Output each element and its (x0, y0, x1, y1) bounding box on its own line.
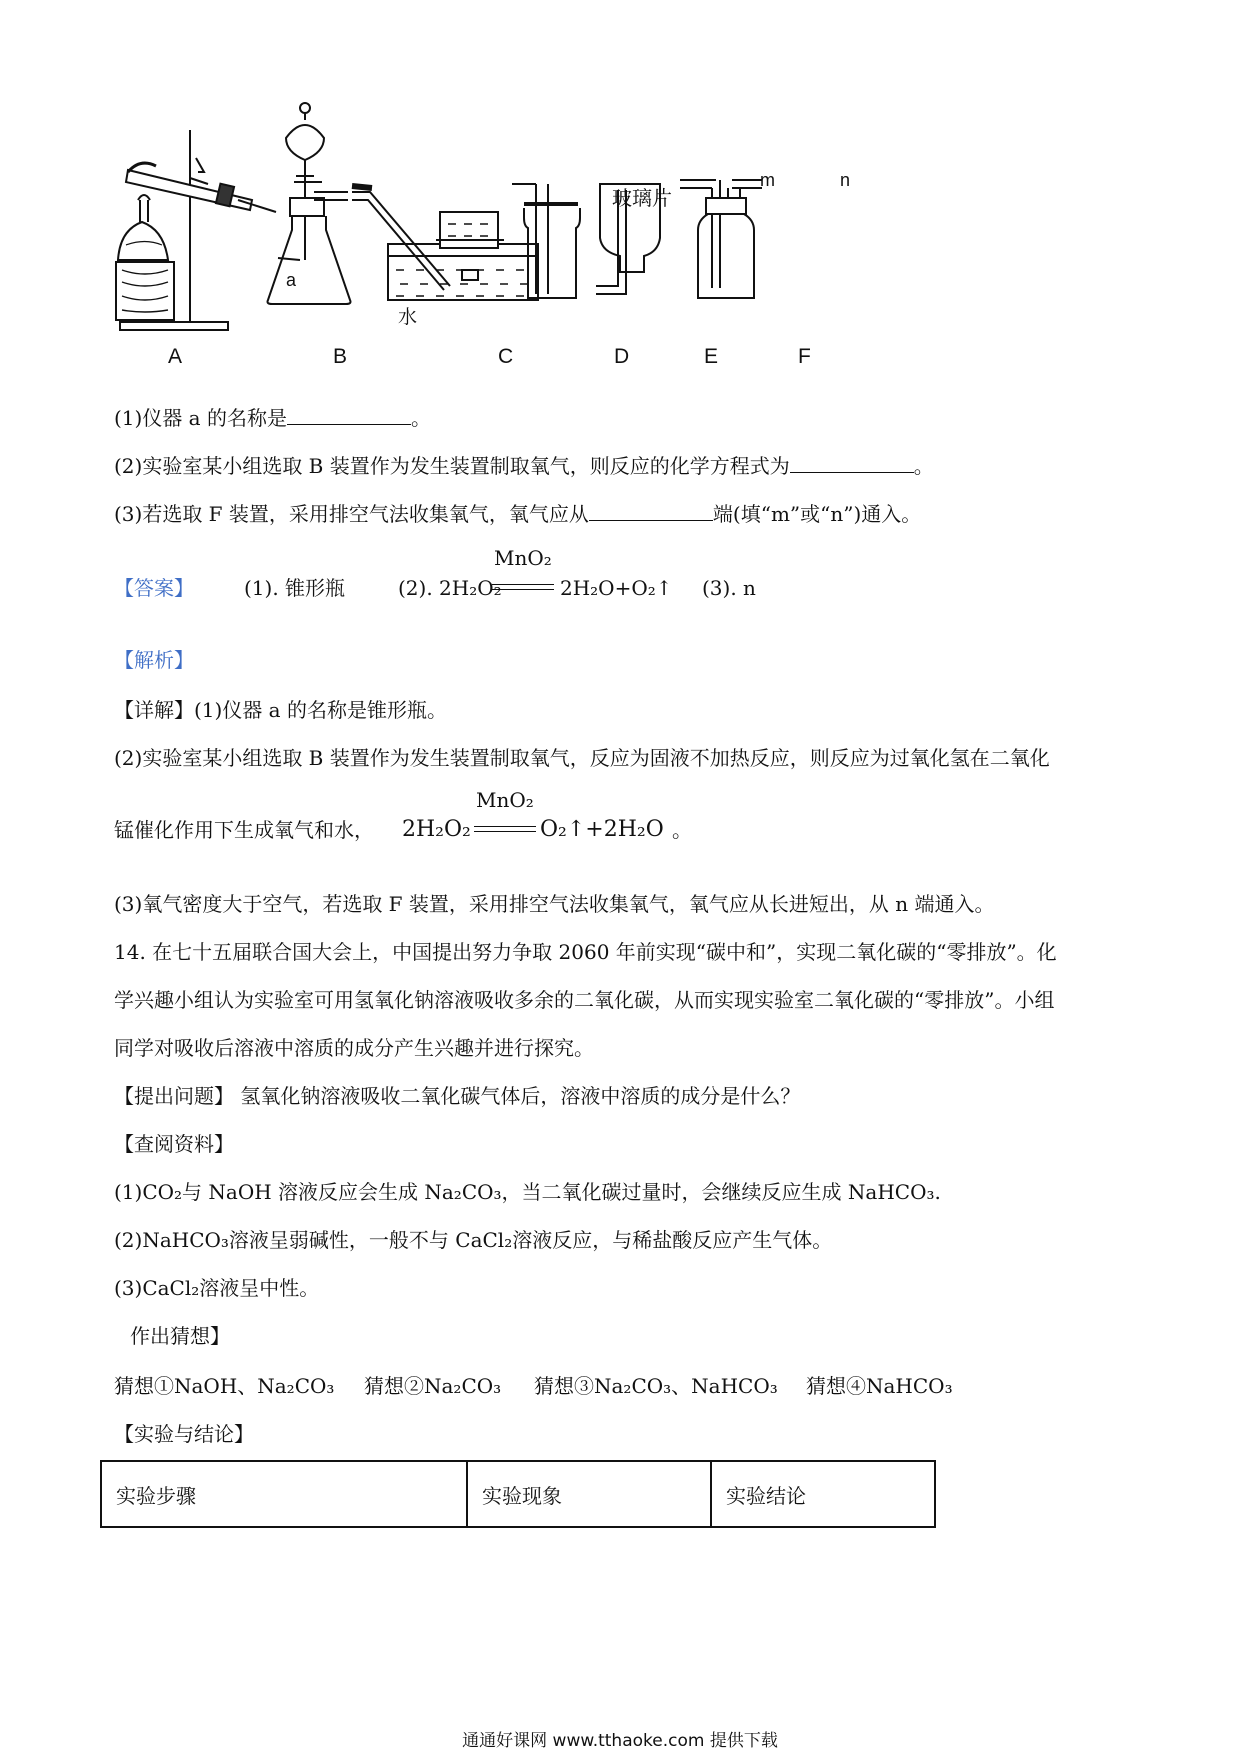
q14-hyp-title: 作出猜想】 (130, 1324, 230, 1348)
apparatus-label-b: B (333, 345, 348, 368)
q14-line1: 14. 在七十五届联合国大会上，中国提出努力争取 2060 年前实现“碳中和”，实现二氧化碳的“零排放”。化 (114, 940, 1057, 964)
hypothesis-1: 猜想①NaOH、Na₂CO₃ (114, 1374, 335, 1398)
apparatus-a-drawing (116, 130, 276, 330)
part-a-label: a (286, 270, 297, 290)
analysis-p2-catalyst: MnO₂ (476, 788, 534, 812)
table-header-steps: 实验步骤 (101, 1461, 467, 1527)
hypothesis-4: 猜想④NaHCO₃ (806, 1374, 953, 1398)
q14-exp-title: 【实验与结论】 (114, 1422, 254, 1446)
question-1: (1)仪器 a 的名称是 。 (114, 406, 431, 430)
answer-1: (1). 锥形瓶 (244, 576, 346, 600)
analysis-p2-line2: 锰催化作用下生成氧气和水， (114, 818, 374, 842)
answer-blank-1[interactable] (287, 404, 411, 425)
page-footer: 通通好课网 www.tthaoke.com 提供下载 (462, 1731, 778, 1751)
q14-ref-2: (2)NaHCO₃溶液呈弱碱性，一般不与 CaCl₂溶液反应，与稀盐酸反应产生气体。 (114, 1228, 833, 1252)
experiment-table (100, 1460, 936, 1528)
apparatus-label-e: E (704, 345, 719, 368)
q14-ref-1: (1)CO₂与 NaOH 溶液反应会生成 Na₂CO₃，当二氧化碳过量时，会继续反应生成 NaHCO₃. (114, 1180, 941, 1204)
answer-2-equals-sign (492, 584, 554, 590)
analysis-p2-line1: (2)实验室某小组选取 B 装置作为发生装置制取氧气，反应为固液不加热反应，则反应为过氧化氢在二氧化 (114, 746, 1050, 770)
analysis-p2-equals-sign (474, 826, 536, 832)
analysis-p3: (3)氧气密度大于空气，若选取 F 装置，采用排空气法收集氧气，氧气应从长进短出，从 n 端通入。 (114, 892, 995, 916)
water-label: 水 (398, 307, 418, 328)
glass-sheet-label: 玻璃片 (612, 188, 672, 210)
apparatus-d-drawing (512, 184, 580, 298)
q14-question: 【提出问题】 氢氧化钠溶液吸收二氧化碳气体后，溶液中溶质的成分是什么？ (114, 1084, 801, 1108)
analysis-p1: 【详解】(1)仪器 a 的名称是锥形瓶。 (114, 698, 447, 722)
q14-line2: 学兴趣小组认为实验室可用氢氧化钠溶液吸收多余的二氧化碳，从而实现实验室二氧化碳的“零排放”。小组 (114, 988, 1055, 1012)
hypothesis-2: 猜想②Na₂CO₃ (364, 1374, 502, 1398)
analysis-p2-reactant: 2H₂O₂ (402, 817, 471, 842)
table-header-phenomena: 实验现象 (467, 1461, 711, 1527)
answer-2-reactant: (2). 2H₂O₂ (398, 576, 502, 600)
apparatus-label-c: C (498, 345, 514, 368)
q14-ref-3: (3)CaCl₂溶液呈中性。 (114, 1276, 320, 1300)
analysis-p2-end: 。 (672, 818, 692, 842)
apparatus-label-f: F (798, 345, 811, 368)
answer-tag: 【答案】 (114, 576, 194, 600)
answer-blank-2[interactable] (790, 452, 914, 473)
apparatus-figure (100, 100, 900, 340)
apparatus-label-a: A (168, 345, 183, 368)
apparatus-c-drawing (352, 186, 538, 300)
question-2: (2)实验室某小组选取 B 装置作为发生装置制取氧气，则反应的化学方程式为 。 (114, 454, 934, 478)
answer-3: (3). n (702, 576, 756, 600)
answer-2-products: 2H₂O+O₂↑ (560, 576, 673, 600)
answer-blank-3[interactable] (589, 500, 713, 521)
analysis-p2-products: O₂↑+2H₂O (540, 817, 664, 842)
q14-line3: 同学对吸收后溶液中溶质的成分产生兴趣并进行探究。 (114, 1036, 594, 1060)
analysis-tag: 【解析】 (114, 648, 194, 672)
apparatus-f-drawing (680, 180, 762, 298)
port-m-label: m (760, 170, 775, 190)
port-n-label: n (840, 170, 851, 190)
q14-ref-title: 【查阅资料】 (114, 1132, 234, 1156)
table-row (101, 1461, 935, 1527)
hypothesis-3: 猜想③Na₂CO₃、NaHCO₃ (534, 1374, 778, 1398)
question-3: (3)若选取 F 装置，采用排空气法收集氧气，氧气应从 端(填“m”或“n”)通入。 (114, 502, 922, 526)
apparatus-label-d: D (614, 345, 630, 368)
table-header-conclusion: 实验结论 (711, 1461, 935, 1527)
apparatus-b-drawing (268, 103, 351, 304)
answer-2-catalyst: MnO₂ (494, 546, 552, 570)
